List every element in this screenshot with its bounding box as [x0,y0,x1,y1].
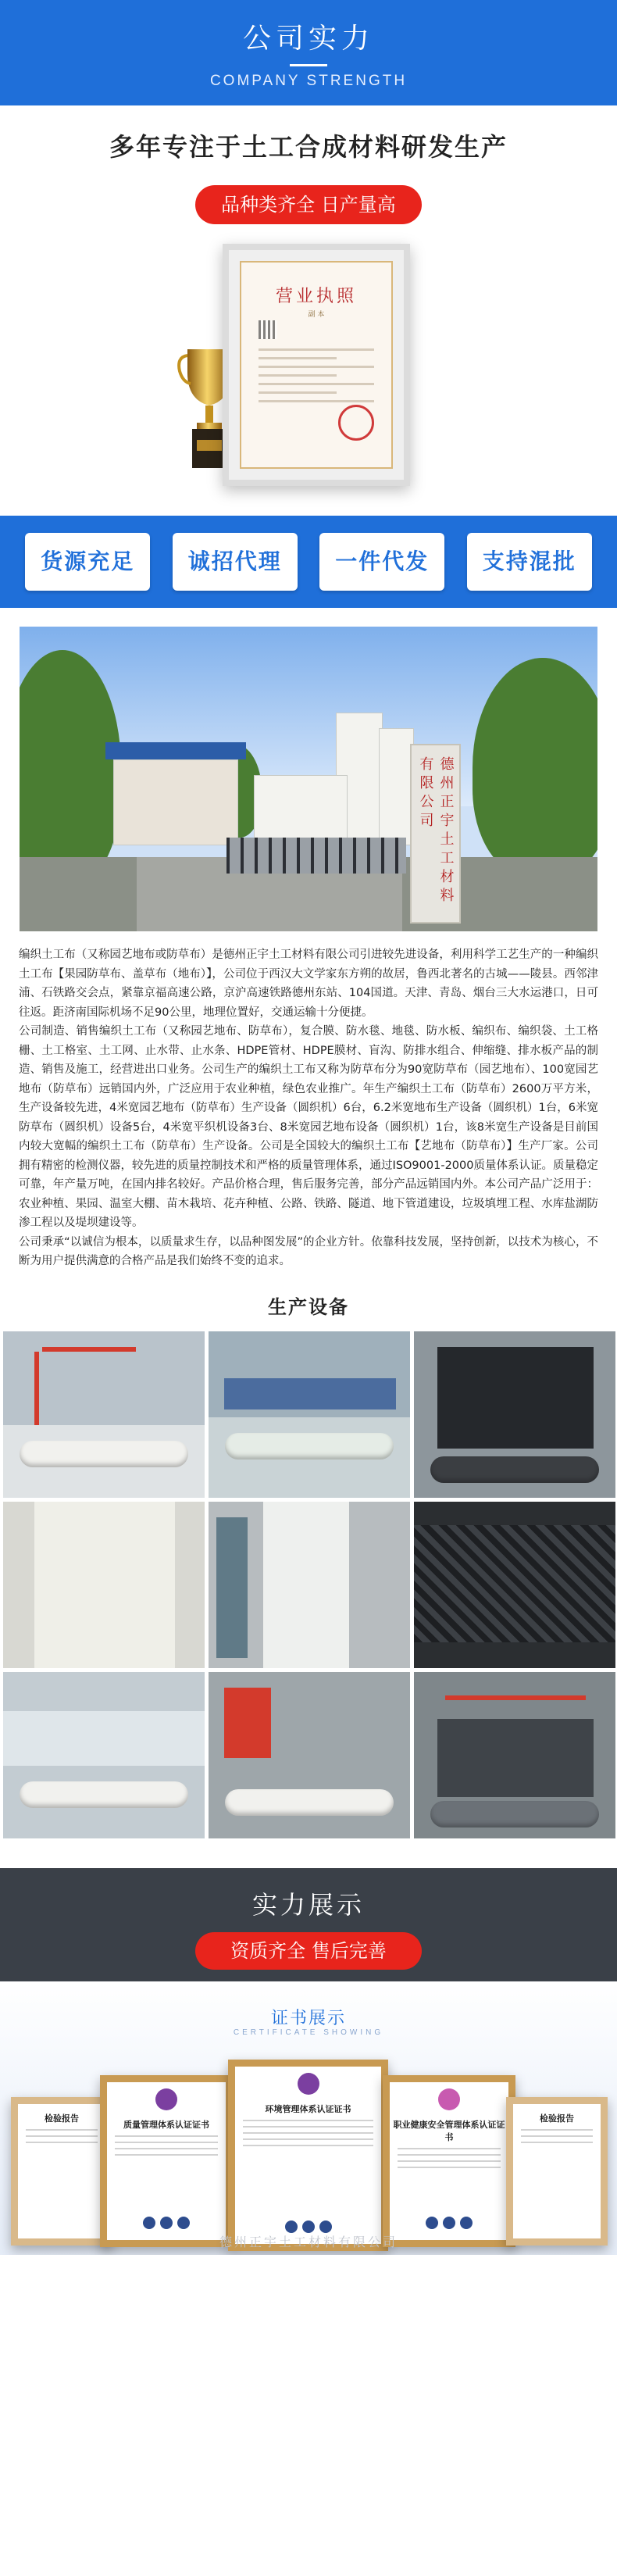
official-seal-icon [338,405,374,441]
factory-sign-text: 德州正宇土工材料有限公司 [417,756,455,906]
certification-logo-icon [438,2088,460,2110]
title-divider [290,64,327,66]
certificate-heading: 职业健康安全管理体系认证证书 [393,2119,505,2142]
service-mixed-batch: 支持混批 [467,533,592,591]
certificate-heading: 检验报告 [540,2113,574,2124]
business-license-frame [223,244,410,486]
certificate-heading: 检验报告 [45,2113,79,2124]
equipment-photo [209,1502,410,1668]
equipment-photo [3,1502,205,1668]
license-display [0,224,617,506]
equipment-photo [414,1331,615,1498]
description-paragraph: 公司制造、销售编织土工布（又称园艺地布、防草布），复合膜、防水毯、地毯、防水板、编织布、编织袋、土工格栅、土工格室、土工网、止水带、止水条、HDPE管材、HDPE膜材、盲沟、防排水组合、伸缩缝、排水板产品的制造、销售及施工，经营进出口业务。公司生产的编织土工布又称为防草布分为90宽防草布（园艺地布）、100宽园艺地布（防草布）远销国内外，广泛应用于农业种植，绿色农业推广。年生产编织土工布（防草布）2600万平方米，生产设备较先进，4米宽园艺地布（防草布）生产设备（圆织机）6台，6.2米宽地布生产设备（圆织机）1台，6米宽防草布（圆织机）设备5台，4米宽平织机设备3台、8米宽园艺地布设备（圆织机）1台，该8米宽生产设备是目前国内较大宽幅的编织土工布（防草布）生产设备。公司是全国较大的编织土工布【艺地布（防草布）】生产厂家。公司拥有精密的检测仪器，较先进的质量控制技术和严格的质量管理体系，通过ISO9001-2000质量体系认证。质量稳定可靠，年产量万吨，在国内排名较好。产品价格合理，售后服务完善，部分产品远销国内外。本公司产品广泛用于：农业种植、果园、温室大棚、苗木栽培、花卉种植、公路、铁路、隧道、地下管道建设，垃圾填埋工程、水库盐湖防渗工程以及堤坝建设等。 [19,1025,598,1229]
certificate-card [506,2097,608,2246]
certificate-section [0,1981,617,2255]
business-license [240,261,393,469]
certificate-card [228,2060,388,2251]
equipment-photo [209,1331,410,1498]
license-subtitle: 副 本 [308,311,325,319]
intro-headline: 多年专注于土工合成材料研发生产 [109,132,508,162]
factory-gate [226,838,406,874]
certificate-card [11,2097,112,2246]
equipment-gallery [2,1331,615,1838]
section-subtitle: COMPANY STRENGTH [209,72,408,89]
certificate-heading: 质量管理体系认证证书 [123,2119,209,2130]
company-description [0,931,617,1271]
equipment-title: 生产设备 [268,1295,349,1318]
certificate-subtitle: CERTIFICATE SHOWING [233,2028,384,2037]
factory-photo [20,627,597,931]
service-dropshipping: 一件代发 [319,533,444,591]
certificate-card [100,2075,233,2247]
equipment-photo [3,1331,205,1498]
intro-tag: 品种类齐全 日产量高 [195,185,422,224]
service-ample-supply: 货源充足 [25,533,150,591]
certificate-heading: 环境管理体系认证证书 [265,2103,351,2114]
showcase-banner [0,1868,617,1981]
certificate-card [383,2075,515,2247]
certification-logo-icon [298,2073,319,2095]
license-title: 营业执照 [275,287,357,306]
description-paragraph: 编织土工布（又称园艺地布或防草布）是德州正宇土工材料有限公司引进较先进设备，利用科学工艺生产的一种编织土工布【果园防草布、盖草布（地布）】，公司位于西汉大文学家东方朔的故居，鲁西北著名的古城——陵县。西邻津浦、石铁路交会点，紧靠京福高速公路，京沪高速铁路德州东站、104国道。天津、青岛、烟台三大水运港口，日可往返。距济南国际机场不足90公里，地理位置好，交通运输十分便捷。 [19,949,598,1019]
showcase-tag: 资质齐全 售后完善 [195,1932,422,1970]
intro-section [0,105,617,516]
equipment-photo [3,1672,205,1838]
factory-sign [410,744,461,924]
equipment-photo [209,1672,410,1838]
services-bar [0,516,617,608]
company-strength-header [0,0,617,105]
certificate-title: 证书展示 [270,2008,346,2028]
showcase-title: 实力展示 [251,1889,365,1920]
watermark-caption: 德州正宇土工材料有限公司 [219,2234,398,2249]
service-agent-recruit: 诚招代理 [173,533,298,591]
qr-code-icon [259,320,277,339]
equipment-photo [414,1672,615,1838]
certification-logo-icon [155,2088,177,2110]
description-paragraph: 公司秉承“以诚信为根本，以质量求生存，以品种图发展”的企业方针。依靠科技发展，坚持创新，以技术为核心，不断为用户提供满意的合格产品是我们始终不变的追求。 [19,1235,598,1267]
section-title: 公司实力 [242,22,374,55]
equipment-photo [414,1502,615,1668]
